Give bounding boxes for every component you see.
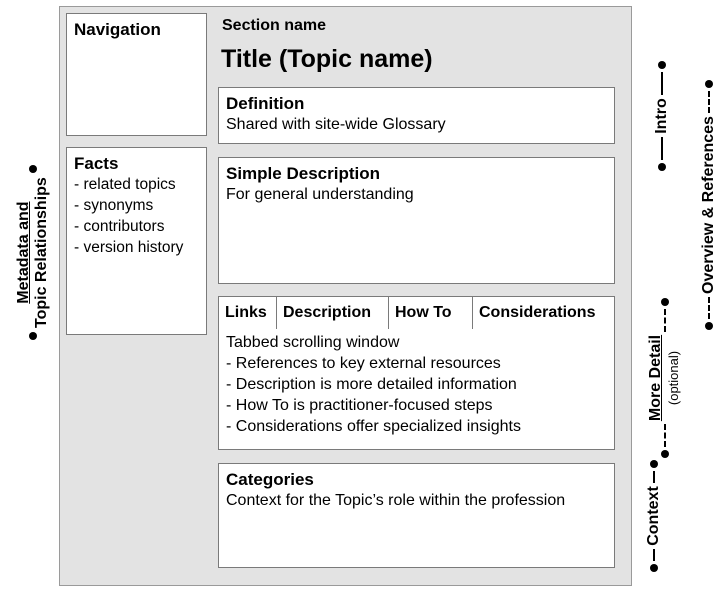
navigation-panel[interactable] <box>66 13 207 136</box>
categories-box <box>218 463 615 568</box>
tab-content-line: - How To is practitioner-focused steps <box>226 397 493 414</box>
bracket-line <box>653 471 655 483</box>
tab-bar <box>218 296 615 330</box>
bracket-dot <box>650 564 658 572</box>
bracket-line <box>653 549 655 561</box>
bracket-dot <box>705 80 713 88</box>
bracket-line <box>664 424 666 447</box>
simple-description-label: Simple Description <box>226 164 380 183</box>
metadata-label <box>15 177 51 328</box>
bracket-dot <box>29 332 37 340</box>
facts-label: Facts <box>74 154 119 173</box>
definition-text: Shared with site-wide Glossary <box>226 116 446 133</box>
bracket-dot <box>661 298 669 306</box>
bracket-line <box>664 309 666 332</box>
list-item: - contributors <box>74 218 165 235</box>
bracket-dot <box>29 165 37 173</box>
facts-list <box>74 174 199 258</box>
bracket-dot <box>650 460 658 468</box>
bracket-dot <box>705 322 713 330</box>
bracket-line <box>708 297 710 319</box>
more-detail-label <box>647 335 683 421</box>
tab-description[interactable]: Description <box>277 297 389 329</box>
tab-how-to[interactable]: How To <box>389 297 473 329</box>
tab-content-line: Tabbed scrolling window <box>226 334 400 351</box>
tab-links[interactable]: Links <box>219 297 277 329</box>
navigation-label: Navigation <box>74 20 161 39</box>
overview-bracket <box>699 80 719 330</box>
bracket-line <box>661 72 663 95</box>
tab-content-window[interactable] <box>218 329 615 450</box>
tab-considerations[interactable]: Considerations <box>479 304 596 321</box>
facts-panel <box>66 147 207 335</box>
tab-content-line: - References to key external resources <box>226 355 501 372</box>
bracket-dot <box>658 61 666 69</box>
intro-bracket <box>652 61 672 171</box>
list-item: - synonyms <box>74 197 154 214</box>
tab-content-line: - Description is more detailed information <box>226 376 517 393</box>
definition-box <box>218 87 615 144</box>
page-title: Title (Topic name) <box>221 45 433 73</box>
metadata-bracket <box>13 150 53 340</box>
simple-description-text: For general understanding <box>226 186 414 203</box>
section-name: Section name <box>222 17 327 34</box>
bracket-dot <box>658 163 666 171</box>
list-item: - version history <box>74 239 184 256</box>
metadata-label-line2: Topic Relationships <box>33 177 50 328</box>
overview-label: Overview & References <box>700 116 717 294</box>
context-bracket <box>644 460 664 572</box>
bracket-line <box>661 137 663 160</box>
bracket-line <box>708 91 710 113</box>
list-item: - related topics <box>74 176 176 193</box>
bracket-dot <box>661 450 669 458</box>
metadata-label-line1: Metadata and <box>15 201 32 304</box>
tab-content-line: - Considerations offer specialized insights <box>226 418 521 435</box>
simple-description-box <box>218 157 615 284</box>
context-label: Context <box>645 486 662 546</box>
categories-text: Context for the Topic’s role within the profession <box>226 492 566 509</box>
definition-label: Definition <box>226 94 305 113</box>
more-detail-title: More Detail <box>647 334 664 422</box>
intro-label: Intro <box>653 98 670 134</box>
categories-label: Categories <box>226 470 314 489</box>
more-detail-bracket <box>647 298 683 458</box>
more-detail-subtitle: (optional) <box>666 350 681 406</box>
